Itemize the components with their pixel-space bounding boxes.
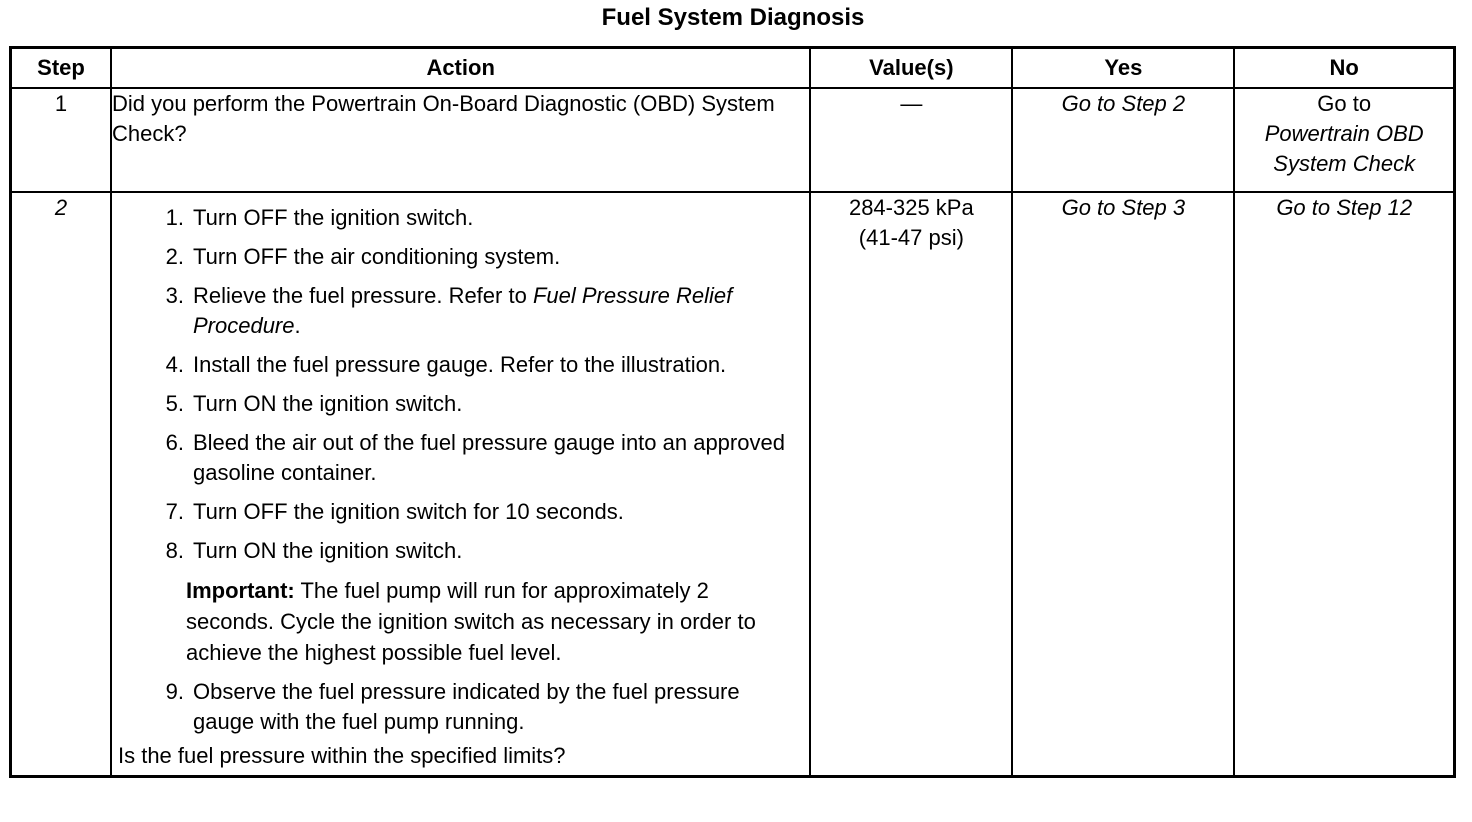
list-item [148,389,799,419]
step-text: Observe the fuel pressure indicated by the fuel pressure gauge with the fuel pump running. [192,679,740,734]
table-row [11,88,1455,192]
header-yes: Yes [1012,48,1234,89]
step-suffix: . [294,313,301,338]
header-no: No [1234,48,1454,89]
value-cell: — [810,88,1012,192]
list-item [148,350,799,380]
table-header-row [11,48,1455,89]
step-number: 2 [11,192,111,777]
step-num: 3. [165,283,184,308]
list-item [148,281,799,341]
diagnosis-table [9,46,1456,778]
header-values: Value(s) [810,48,1012,89]
step-text: Turn OFF the ignition switch for 10 seconds. [192,499,624,524]
list-item [148,677,799,737]
yes-goto-link[interactable]: Go to Step 3 [1061,195,1186,220]
step-num: 6. [165,430,184,455]
header-action: Action [111,48,810,89]
step-num: 7. [165,499,184,524]
step-text: Turn OFF the air conditioning system. [192,244,561,269]
action-text: Did you perform the Powertrain On-Board Diagnostic (OBD) System Check? [111,88,810,192]
value-psi: (41-47 psi) [858,225,964,250]
no-goto-link[interactable]: Powertrain OBD System Check [1264,121,1424,176]
list-item [148,536,799,566]
important-text: The fuel pump will run for approximately 2 seconds. Cycle the ignition switch as necessary in order to achieve the highest possible fuel level. [185,578,756,665]
list-item [148,428,799,488]
step-text: Bleed the air out of the fuel pressure gauge into an approved gasoline container. [192,430,785,485]
step-question: Is the fuel pressure within the specified limits? [117,743,566,768]
step-num: 2. [165,244,184,269]
action-steps-list [112,193,809,566]
action-cell [111,192,810,777]
step-num: 9. [165,679,184,704]
step-text: Install the fuel pressure gauge. Refer to the illustration. [192,352,727,377]
list-item [148,203,799,233]
no-action [1234,88,1454,192]
step-num: 1. [165,205,184,230]
step-text-with-ref [193,281,799,341]
list-item [148,497,799,527]
list-item [148,242,799,272]
step-text: Turn ON the ignition switch. [192,538,463,563]
step-text: Relieve the fuel pressure. Refer to [192,283,533,308]
value-kpa: 284-325 kPa [848,195,974,220]
yes-goto-link[interactable]: Go to Step 2 [1061,91,1186,116]
page-title: Fuel System Diagnosis [601,4,865,31]
step-number: 1 [11,88,111,192]
no-goto-prefix: Go to [1317,91,1372,116]
no-action [1234,192,1454,777]
table-row [11,192,1455,777]
value-cell [810,192,1012,777]
step-num: 4. [165,352,184,377]
no-goto-link[interactable]: Go to Step 12 [1276,195,1413,220]
yes-action [1012,88,1234,192]
step-text: Turn OFF the ignition switch. [192,205,474,230]
step-text: Turn ON the ignition switch. [192,391,463,416]
important-label: Important: [185,578,295,603]
yes-action [1012,192,1234,777]
procedure-reference-link[interactable]: Fuel Pressure Relief Procedure [192,283,733,338]
step-num: 8. [165,538,184,563]
action-steps-list-continued [112,677,809,737]
important-note [112,575,809,668]
step-num: 5. [165,391,184,416]
header-step: Step [11,48,111,89]
